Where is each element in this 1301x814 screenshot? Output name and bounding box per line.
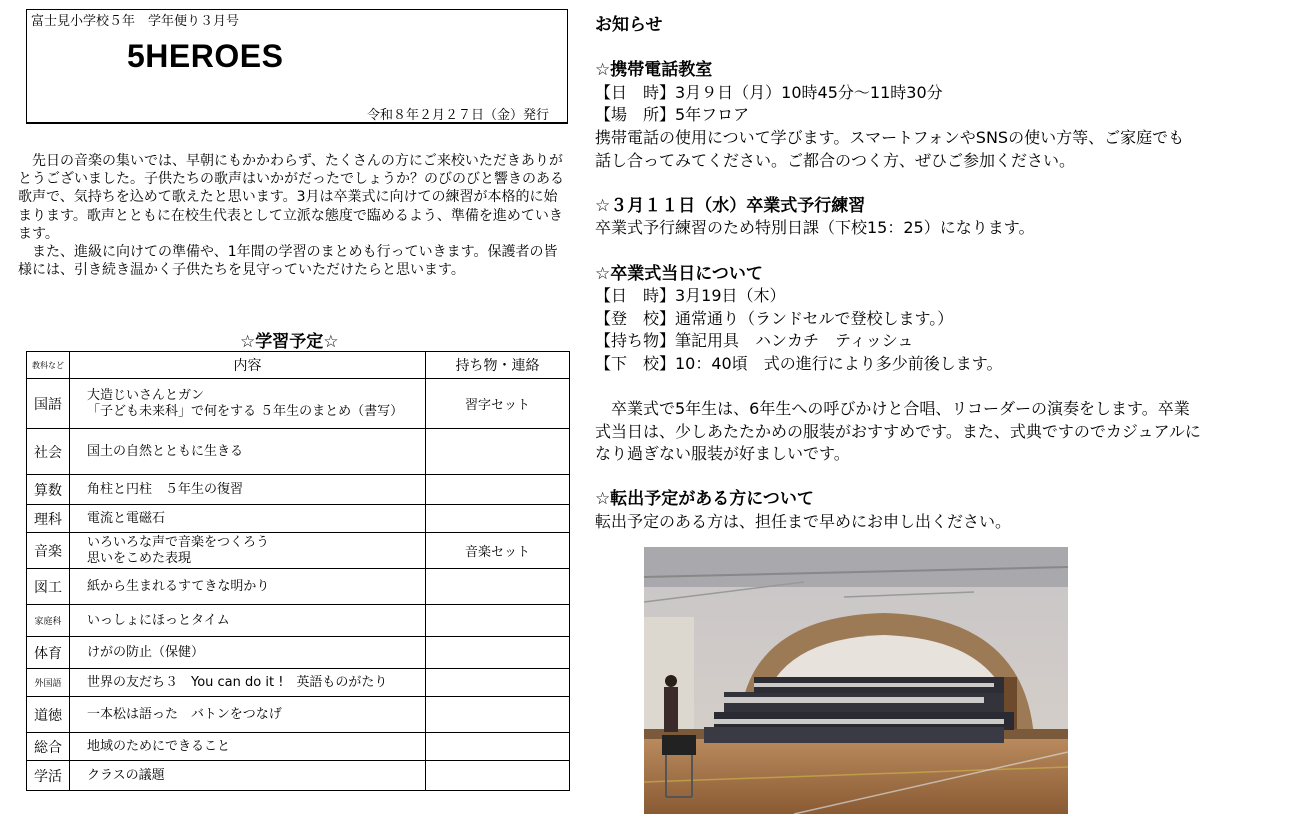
schedule-table [26, 351, 570, 791]
table-row [27, 475, 570, 505]
table-row [27, 505, 570, 533]
items-cell [426, 761, 570, 791]
transfer-heading: ☆転出予定がある方について [595, 489, 814, 510]
schedule-title: ☆学習予定☆ [240, 332, 339, 352]
content-cell: クラスの議題 [70, 761, 426, 791]
table-row [27, 733, 570, 761]
content-cell: 紙から生まれるすてきな明かり [70, 569, 426, 605]
ceremony-body: 卒業式で5年生は、6年生への呼びかけと合唱、リコーダーの演奏をします。卒業式当日は、少しあたたかめの服装がおすすめです。また、式典ですのでカジュアルになり過ぎない服装が好ましいです。 [595, 399, 1201, 464]
transfer-body: 転出予定のある方は、担任まで早めにお申し出ください。 [595, 512, 1012, 532]
intro-paragraph: また、進級に向けての準備や、1年間の学習のまとめも行っていきます。保護者の皆様には、引き続き温かく子供たちを見守っていただけたらと思います。 [18, 244, 558, 279]
subject-cell: 算数 [27, 475, 70, 505]
intro-paragraph: 先日の音楽の集いでは、早朝にもかかわらず、たくさんの方にご来校いただきありがとうございました。子供たちの歌声はいかがだったでしょうか？のびのびと響きのある歌声で、気持ちを込めて歌えたと思います。3月は卒業式に向けての練習が本格的に始まります。歌声とともに在校生代表として立派な態度で臨めるよう、準備を進めていきます。 [18, 153, 564, 242]
ceremony-belongings: 【持ち物】筆記用具 ハンカチ ティッシュ [595, 331, 914, 351]
chorus-photo [644, 547, 1068, 814]
content-cell: けがの防止（保健） [70, 637, 426, 669]
table-row [27, 379, 570, 429]
subject-cell: 音楽 [27, 533, 70, 569]
ceremony-heading: ☆卒業式当日について [595, 263, 763, 284]
table-row [27, 697, 570, 733]
issue-date: 令和８年２月２７日（金）発行 [366, 108, 549, 123]
phone-class-body: 携帯電話の使用について学びます。スマートフォンやSNSの使い方等、ご家庭でも話し合ってみてください。ご都合のつく方、ぜひご参加ください。 [595, 127, 1185, 170]
items-cell [426, 569, 570, 605]
phone-class-date: 【日 時】3月９日（月）10時45分～11時30分 [595, 82, 943, 102]
items-cell [426, 475, 570, 505]
subject-cell: 家庭科 [27, 605, 70, 637]
items-cell [426, 637, 570, 669]
rehearsal-heading: ☆３月１１日（水）卒業式予行練習 [595, 195, 866, 216]
subject-cell: 総合 [27, 733, 70, 761]
items-cell [426, 429, 570, 475]
subject-cell: 学活 [27, 761, 70, 791]
subject-cell: 理科 [27, 505, 70, 533]
newsletter-title: 5HEROES [127, 38, 284, 74]
table-row [27, 669, 570, 697]
subject-cell: 国語 [27, 379, 70, 429]
content-cell: 角柱と円柱 ５年生の復習 [70, 475, 426, 505]
phone-class-heading: ☆携帯電話教室 [595, 60, 713, 81]
items-cell: 音楽セット [426, 533, 570, 569]
school-name: 富士見小学校５年 学年便り３月号 [31, 14, 240, 29]
subject-cell: 体育 [27, 637, 70, 669]
notices-title: お知らせ [595, 15, 663, 35]
subject-cell: 社会 [27, 429, 70, 475]
table-row [27, 533, 570, 569]
notices [595, 14, 1215, 534]
content-cell: 電流と電磁石 [70, 505, 426, 533]
subject-cell: 外国語 [27, 669, 70, 697]
header-content: 内容 [70, 352, 426, 379]
table-row [27, 605, 570, 637]
table-header-row [27, 352, 570, 379]
ceremony-arrival: 【登 校】通常通り（ランドセルで登校します。） [595, 308, 954, 328]
rehearsal-body: 卒業式予行練習のため特別日課（下校15：25）になります。 [595, 218, 1035, 238]
content-cell: いっしょにほっとタイム [70, 605, 426, 637]
items-cell [426, 605, 570, 637]
content-cell: 国土の自然とともに生きる [70, 429, 426, 475]
content-cell: 一本松は語った バトンをつなげ [70, 697, 426, 733]
ceremony-dismissal: 【下 校】10：40頃 式の進行により多少前後します。 [595, 353, 1003, 373]
newsletter-header [26, 9, 568, 124]
header-subject: 教科など [27, 352, 70, 379]
schedule-body [27, 379, 570, 791]
items-cell [426, 669, 570, 697]
subject-cell: 図工 [27, 569, 70, 605]
table-row [27, 429, 570, 475]
table-row [27, 569, 570, 605]
items-cell [426, 697, 570, 733]
intro-text [18, 152, 568, 279]
content-cell: 大造じいさんとガン 「子ども未来科」で何をする ５年生のまとめ（書写） [70, 379, 426, 429]
ceremony-date: 【日 時】3月19日（木） [595, 286, 786, 306]
table-row [27, 761, 570, 791]
content-cell: 世界の友だち３ You can do it ! 英語ものがたり [70, 669, 426, 697]
phone-class-place: 【場 所】5年フロア [595, 105, 750, 125]
items-cell [426, 505, 570, 533]
content-cell: 地域のためにできること [70, 733, 426, 761]
table-row [27, 637, 570, 669]
subject-cell: 道徳 [27, 697, 70, 733]
content-cell: いろいろな声で音楽をつくろう 思いをこめた表現 [70, 533, 426, 569]
items-cell [426, 733, 570, 761]
items-cell: 習字セット [426, 379, 570, 429]
header-items: 持ち物・連絡 [426, 352, 570, 379]
